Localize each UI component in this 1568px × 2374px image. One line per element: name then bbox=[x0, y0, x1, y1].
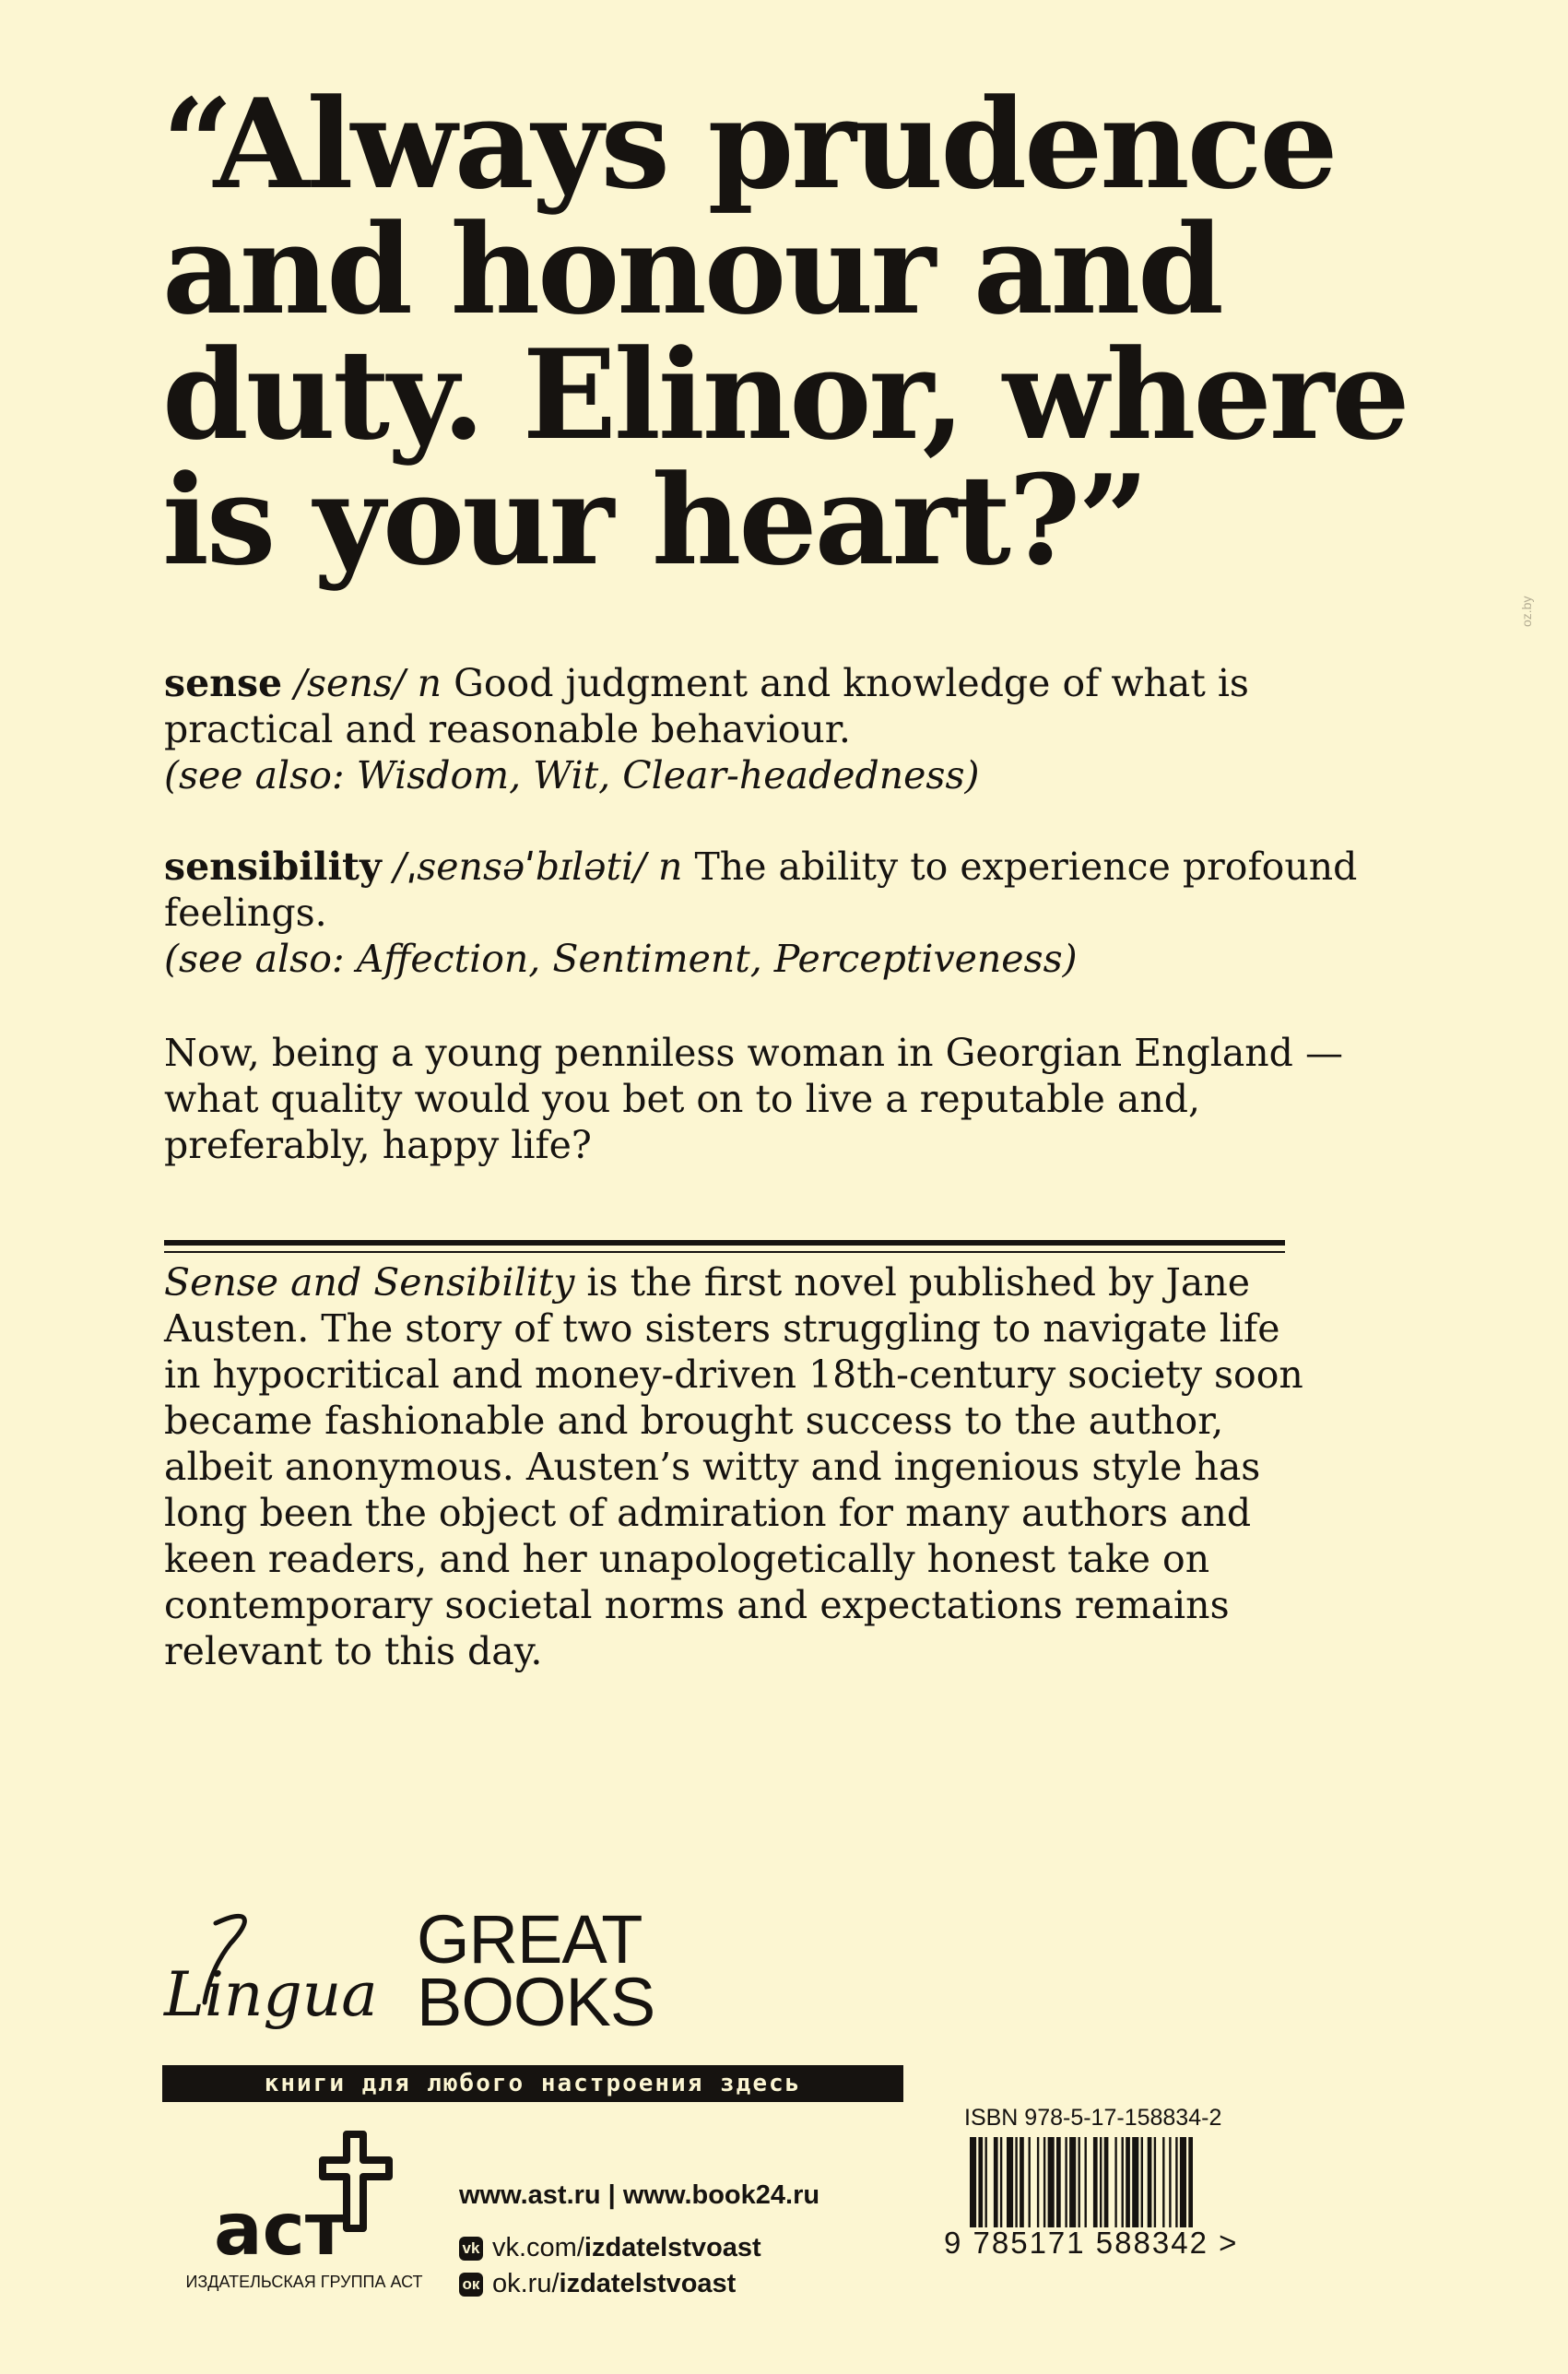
entry-word: sensibility bbox=[164, 844, 382, 889]
vk-link[interactable] bbox=[459, 2233, 761, 2263]
isbn-label: ISBN 978-5-17-158834-2 bbox=[964, 2105, 1222, 2131]
barcode-bar bbox=[1141, 2137, 1143, 2227]
barcode-bar bbox=[1122, 2137, 1124, 2227]
double-rule-divider bbox=[164, 1240, 1285, 1253]
vk-prefix: vk.com/ bbox=[492, 2233, 584, 2262]
barcode-bar bbox=[1154, 2137, 1156, 2227]
entry-pronunciation: /ˌsensəˈbɪləti/ bbox=[393, 844, 646, 889]
barcode-bar bbox=[1100, 2137, 1102, 2227]
barcode-bar bbox=[1020, 2137, 1024, 2227]
barcode-bar bbox=[1000, 2137, 1002, 2227]
barcode-bar bbox=[1015, 2137, 1017, 2227]
barcode-bar bbox=[985, 2137, 987, 2227]
lingua-logo bbox=[162, 1907, 378, 2045]
great-books-series-logo bbox=[417, 1901, 655, 2040]
entry-word: sense bbox=[164, 661, 283, 705]
website-links[interactable]: www.ast.ru | www.book24.ru bbox=[459, 2180, 820, 2210]
entry-see-also: (see also: Wisdom, Wit, Clear-headedness) bbox=[164, 753, 980, 797]
barcode-bar bbox=[1069, 2137, 1076, 2227]
watermark: oz.by bbox=[1519, 596, 1534, 627]
cover-quote bbox=[162, 71, 1434, 593]
barcode-bar bbox=[1104, 2137, 1109, 2227]
entry-pronunciation: /sens/ bbox=[294, 661, 406, 705]
series-line: GREAT bbox=[417, 1901, 643, 1978]
quote-line: and honour and bbox=[162, 196, 1221, 342]
entry-see-also: (see also: Affection, Sentiment, Perceptiveness) bbox=[164, 937, 1078, 981]
barcode-bar bbox=[1056, 2137, 1061, 2227]
barcode-bar bbox=[1169, 2137, 1171, 2227]
barcode-digits: 9 785171 588342 > bbox=[944, 2226, 1239, 2260]
series-line: BOOKS bbox=[417, 1964, 655, 2040]
barcode-bar bbox=[1037, 2137, 1039, 2227]
barcode-bar bbox=[978, 2137, 983, 2227]
dictionary-entry-sensibility bbox=[164, 844, 1362, 982]
lingua-wordmark: Lingua bbox=[164, 1959, 378, 2030]
question-paragraph: Now, being a young penniless woman in Georgian England — what quality would you bet on to live a reputable and, preferably, happy life? bbox=[164, 1031, 1343, 1167]
entry-definition: Good judgment and knowledge of what is practical and reasonable behaviour. bbox=[164, 661, 1249, 751]
quote-line: “Always prudence bbox=[162, 71, 1336, 217]
barcode-bar bbox=[1162, 2137, 1164, 2227]
ok-prefix: ok.ru/ bbox=[492, 2269, 560, 2298]
blurb-paragraph bbox=[164, 1259, 1326, 1674]
dictionary-entry-sense bbox=[164, 660, 1362, 798]
barcode-bar bbox=[1043, 2137, 1045, 2227]
ok-icon: ок bbox=[459, 2273, 483, 2297]
barcode-bar bbox=[1048, 2137, 1055, 2227]
ast-wordmark: аст bbox=[214, 2189, 348, 2272]
blurb-text: is the first novel published by Jane Austen. The story of two sisters struggling to navigate life in hypocritical and money-driven 18th-century society soon became fashionable and brought success to the author, albeit anonymous. Austen’s witty and ingenious style has long been the object of admiration for many authors and keen readers, and her unapologetically honest take on contemporary societal norms and expectations remains relevant to this day. bbox=[164, 1260, 1303, 1673]
barcode-bar bbox=[1188, 2137, 1193, 2227]
barcode-bar bbox=[1079, 2137, 1080, 2227]
quote-line: is your heart?” bbox=[162, 447, 1147, 593]
barcode-bar bbox=[1114, 2137, 1116, 2227]
barcode-bar bbox=[1007, 2137, 1013, 2227]
vk-icon: vk bbox=[459, 2237, 483, 2261]
ast-logo bbox=[208, 2125, 402, 2272]
barcode-bar bbox=[1180, 2137, 1186, 2227]
ok-link[interactable] bbox=[459, 2269, 736, 2299]
barcode-bar bbox=[1085, 2137, 1087, 2227]
ok-handle: izdatelstvoast bbox=[559, 2269, 737, 2298]
barcode-bar bbox=[1148, 2137, 1152, 2227]
tagline-banner: книги для любого настроения здесь bbox=[162, 2065, 903, 2102]
barcode-bar bbox=[1132, 2137, 1138, 2227]
entry-definition: The ability to experience profound feelings. bbox=[164, 844, 1358, 935]
quote-line: duty. Elinor, where bbox=[162, 322, 1408, 467]
publisher-name: ИЗДАТЕЛЬСКАЯ ГРУППА АСТ bbox=[185, 2273, 423, 2291]
book-title: Sense and Sensibility bbox=[164, 1260, 575, 1305]
barcode-bar bbox=[1175, 2137, 1177, 2227]
barcode bbox=[970, 2137, 1250, 2235]
barcode-bar bbox=[1065, 2137, 1067, 2227]
entry-pos: n bbox=[658, 844, 683, 889]
vk-handle: izdatelstvoast bbox=[584, 2233, 761, 2262]
entry-pos: n bbox=[417, 661, 442, 705]
barcode-bar bbox=[994, 2137, 998, 2227]
barcode-bar bbox=[1093, 2137, 1098, 2227]
barcode-bar bbox=[1029, 2137, 1031, 2227]
barcode-bar bbox=[970, 2137, 976, 2227]
barcode-bar bbox=[1126, 2137, 1130, 2227]
